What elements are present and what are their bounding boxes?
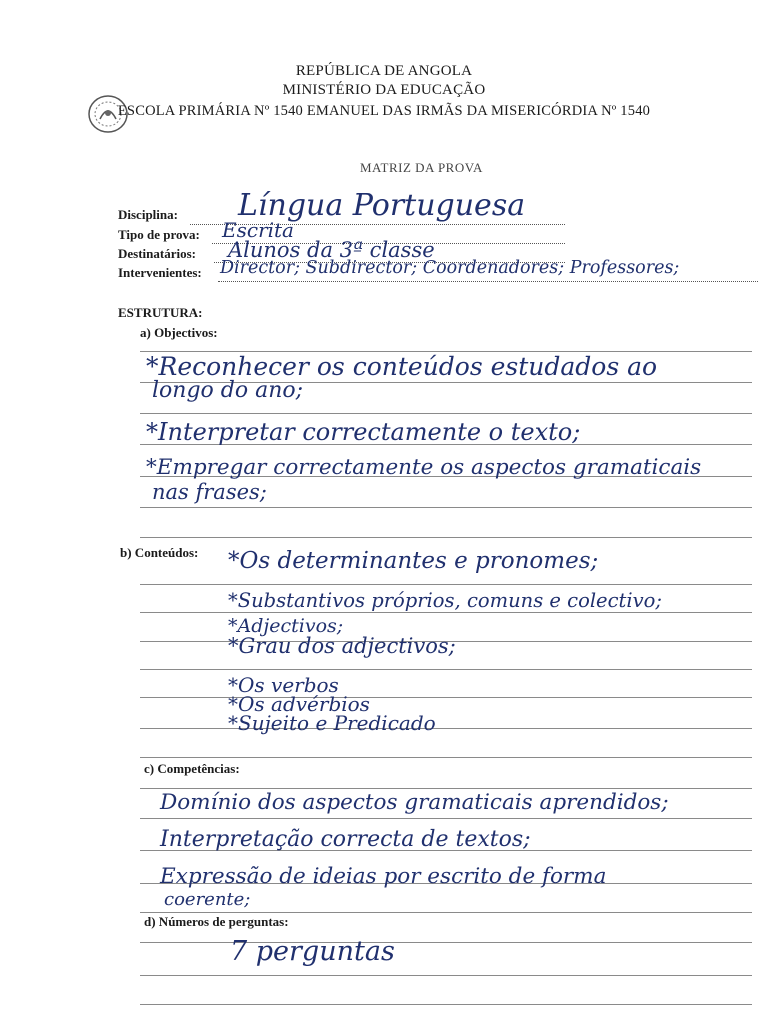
conteudo-item: *Grau dos adjectivos; (228, 634, 456, 658)
ruled-line (140, 413, 752, 414)
ruled-line (140, 584, 752, 585)
ruled-line (140, 612, 752, 613)
objectivos-label: a) Objectivos: (140, 325, 218, 340)
ruled-line (140, 537, 752, 538)
competencia-item: Interpretação correcta de textos; (160, 827, 531, 852)
header-country: REPÚBLICA DE ANGOLA (295, 63, 473, 79)
header-ministry: MINISTÉRIO DA EDUCAÇÃO (282, 82, 486, 98)
intervenientes-label: Intervenientes: (118, 265, 202, 280)
objectivo-item: *Reconhecer os conteúdos estudados ao (146, 352, 658, 381)
conteudo-item: *Sujeito e Predicado (228, 711, 436, 735)
competencia-item: Domínio dos aspectos gramaticais aprendidos; (160, 790, 669, 815)
ruled-line (140, 507, 752, 508)
objectivo-item: nas frases; (152, 480, 267, 504)
header-school: ESCOLA PRIMÁRIA Nº 1540 EMANUEL DAS IRMÃS DA MISERICÓRDIA Nº 1540 (117, 103, 651, 119)
disciplina-value: Língua Portuguesa (238, 188, 526, 223)
conteudo-item: *Os advérbios (228, 692, 370, 716)
objectivo-item: *Empregar correctamente os aspectos gramaticais (146, 455, 702, 480)
objectivo-item: longo do ano; (152, 378, 304, 403)
ruled-line (140, 788, 752, 789)
ruled-line (140, 912, 752, 913)
conteudos-label: b) Conteúdos: (120, 545, 199, 560)
objectivo-item: *Interpretar correctamente o texto; (146, 418, 581, 446)
conteudo-item: *Adjectivos; (228, 615, 344, 637)
competencia-item: coerente; (164, 889, 251, 910)
intervenientes-line (218, 281, 758, 282)
conteudo-item: *Os determinantes e pronomes; (228, 548, 599, 574)
estrutura-heading: ESTRUTURA: (118, 305, 203, 320)
ruled-line (140, 669, 752, 670)
conteudo-item: *Substantivos próprios, comuns e colectivo; (228, 589, 662, 612)
competencias-label: c) Competências: (144, 761, 240, 776)
page-title: MATRIZ DA PROVA (360, 160, 483, 175)
perguntas-value: 7 perguntas (230, 936, 395, 967)
ruled-line (140, 818, 752, 819)
intervenientes-value: Director; Subdirector; Coordenadores; Professores; (220, 258, 680, 278)
tipo-value: Escrita (222, 218, 294, 242)
ruled-line (140, 757, 752, 758)
destinatarios-label: Destinatários: (118, 246, 196, 261)
ruled-line (140, 1004, 752, 1005)
conteudo-item: *Os verbos (228, 673, 339, 697)
destinatarios-value: Alunos da 3ª classe (228, 238, 435, 262)
ruled-line (140, 975, 752, 976)
tipo-label: Tipo de prova: (118, 227, 200, 242)
competencia-item: Expressão de ideias por escrito de forma (160, 864, 607, 889)
perguntas-label: d) Números de perguntas: (144, 914, 289, 929)
disciplina-label: Disciplina: (118, 207, 178, 222)
